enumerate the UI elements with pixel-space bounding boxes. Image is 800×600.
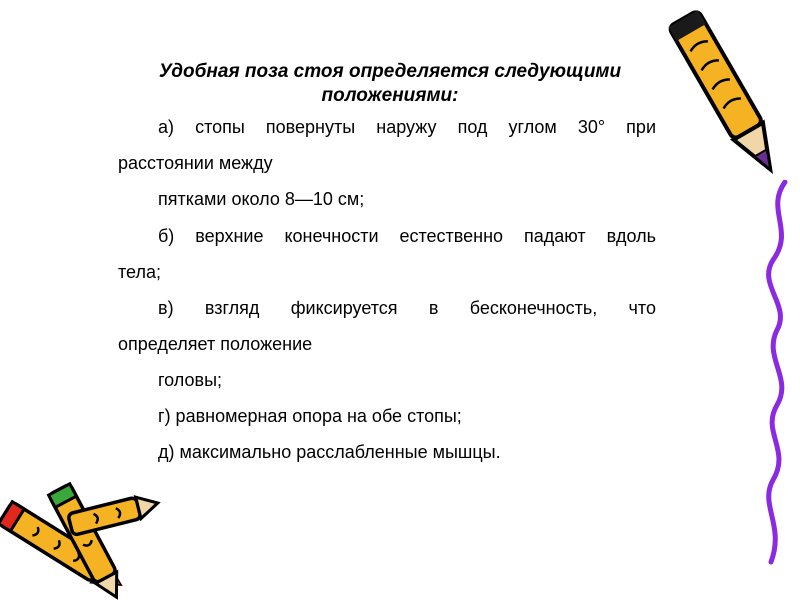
- text-line-2: расстоянии между: [118, 153, 273, 173]
- text-line-6: в) взгляд фиксируется в бесконечность, что: [158, 298, 656, 318]
- text-line-3: пятками около 8—10 см;: [158, 189, 365, 209]
- text-line-4: б) верхние конечности естественно падают вдоль: [158, 226, 656, 246]
- crossed-pencils-icon: [0, 478, 170, 600]
- text-line-7: определяет положение: [118, 334, 313, 354]
- pencil-icon: [665, 0, 785, 195]
- text-line-10: д) максимально расслабленные мышцы.: [158, 442, 501, 462]
- purple-squiggle: [755, 180, 800, 565]
- text-line-9: г) равномерная опора на обе стопы;: [158, 406, 462, 426]
- text-line-1: а) стопы повернуты наружу под углом 30° при: [158, 117, 656, 137]
- text-line-8: головы;: [158, 370, 223, 390]
- slide-title: Удобная поза стоя определяется следующими положениями:: [158, 61, 622, 106]
- text-line-5: тела;: [118, 262, 161, 282]
